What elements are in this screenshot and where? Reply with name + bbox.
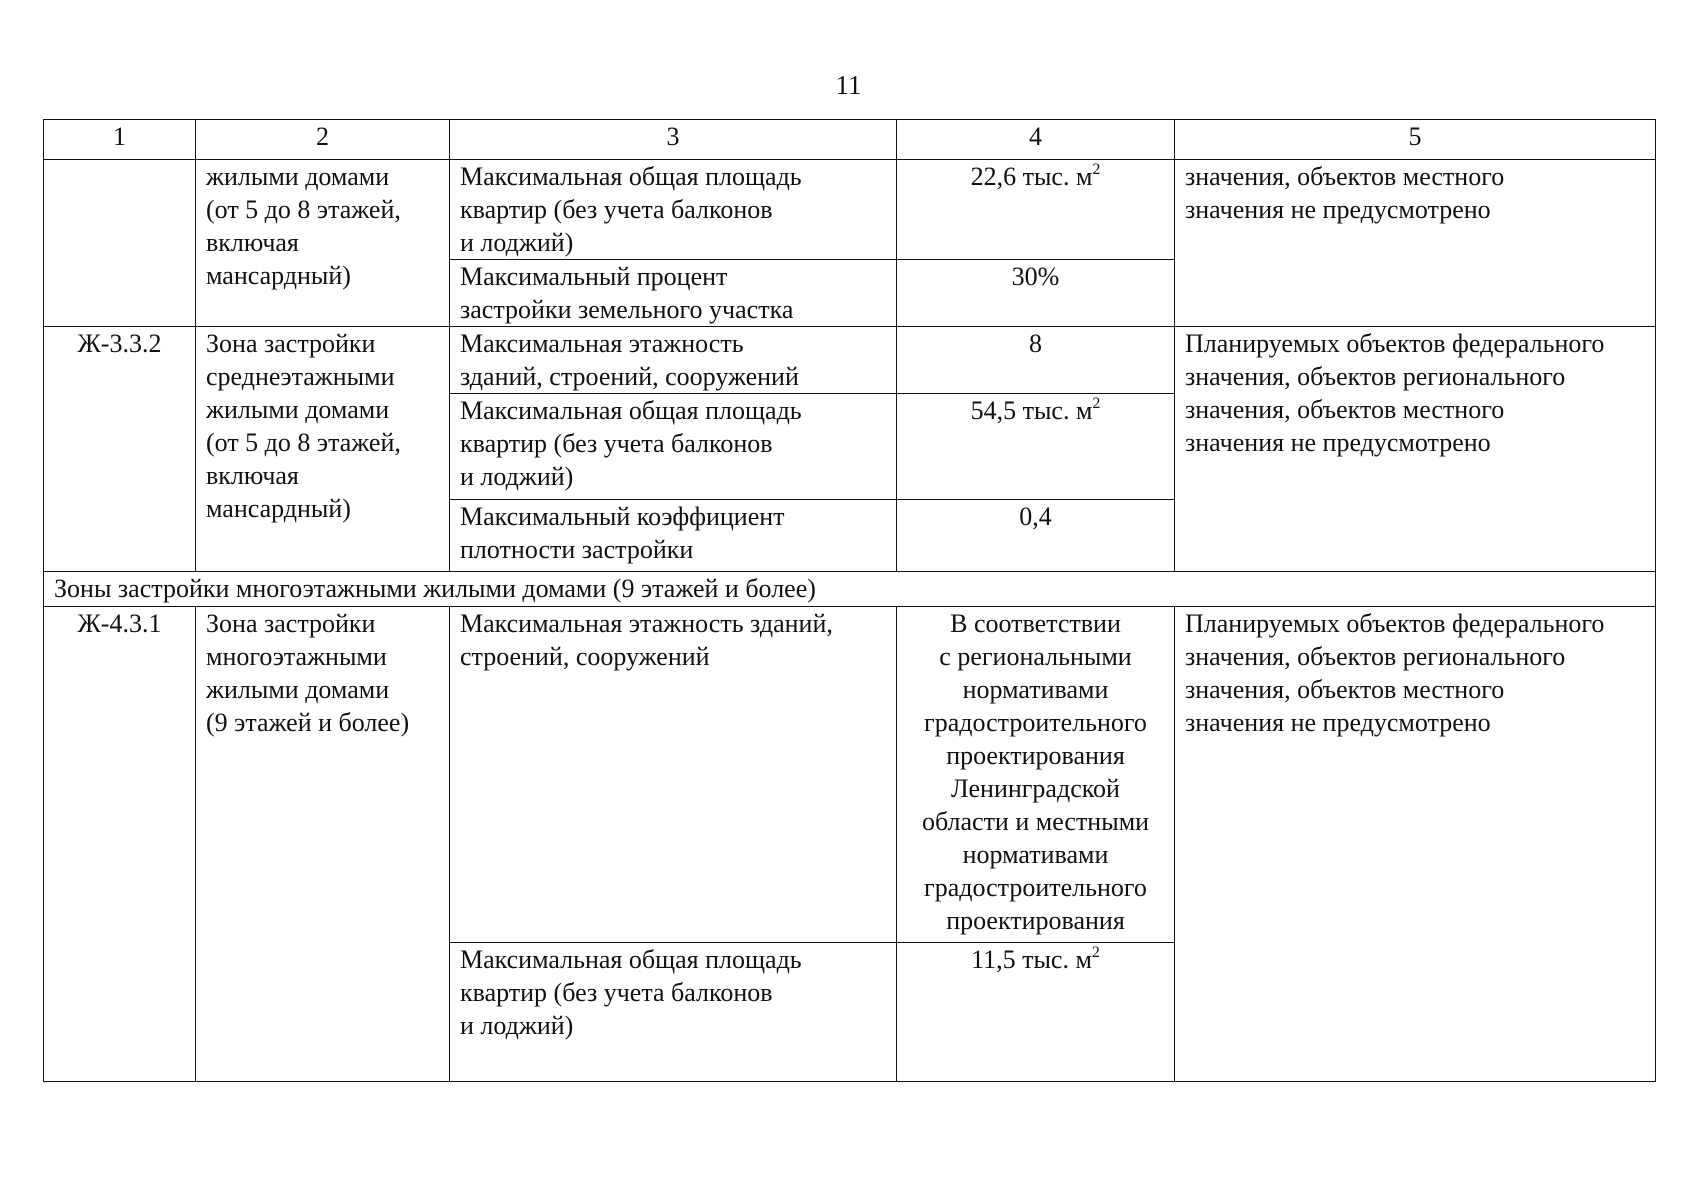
planned-objects-cell: Планируемых объектов федерального значения, объектов регионального значения, объектов местного значения не предусмотрено — [1175, 607, 1656, 1082]
table-row — [44, 327, 1656, 394]
table-row — [44, 607, 1656, 943]
parameter-value-cell: 8 — [897, 327, 1175, 394]
section-title: Зоны застройки многоэтажными жилыми домами (9 этажей и более) — [44, 572, 1656, 607]
parameter-value-cell: В соответствии с региональными нормативами градостроительного проектирования Ленинградской области и местными нормативами градостроительного проектирования — [897, 607, 1175, 943]
parameter-value-cell: 22,6 тыс. $м^2$ — [897, 160, 1175, 260]
zone-code-cell — [44, 160, 196, 327]
planned-objects-cell: значения, объектов местного значения не предусмотрено — [1175, 160, 1656, 327]
zone-name-cell: жилыми домами (от 5 до 8 этажей, включая мансардный) — [196, 160, 450, 327]
parameter-name-cell: Максимальная этажность зданий, строений, сооружений — [450, 327, 897, 394]
zone-name-cell: Зона застройки многоэтажными жилыми домами (9 этажей и более) — [196, 607, 450, 1082]
parameter-name-cell: Максимальная общая площадь квартир (без учета балконов и лоджий) — [450, 394, 897, 500]
parameter-value-cell: 54,5 тыс. $м^2$ — [897, 394, 1175, 500]
header-cell: 3 — [450, 120, 897, 160]
parameter-value-cell: 11,5 тыс. $м^2$ — [897, 943, 1175, 1082]
zone-code-cell: Ж-3.3.2 — [44, 327, 196, 572]
table-header-row — [44, 120, 1656, 160]
header-cell: 5 — [1175, 120, 1656, 160]
header-cell: 1 — [44, 120, 196, 160]
parameter-name-cell: Максимальная общая площадь квартир (без учета балконов и лоджий) — [450, 160, 897, 260]
parameter-value-cell: 0,4 — [897, 500, 1175, 572]
zone-name-cell: Зона застройки среднеэтажными жилыми домами (от 5 до 8 этажей, включая мансардный) — [196, 327, 450, 572]
section-header-row — [44, 572, 1656, 607]
header-cell: 2 — [196, 120, 450, 160]
zoning-parameters-table — [43, 119, 1656, 1082]
parameter-name-cell: Максимальная общая площадь квартир (без учета балконов и лоджий) — [450, 943, 897, 1082]
parameter-name-cell: Максимальный процент застройки земельного участка — [450, 260, 897, 327]
header-cell: 4 — [897, 120, 1175, 160]
planned-objects-cell: Планируемых объектов федерального значения, объектов регионального значения, объектов местного значения не предусмотрено — [1175, 327, 1656, 572]
parameter-name-cell: Максимальная этажность зданий, строений, сооружений — [450, 607, 897, 943]
table-row — [44, 160, 1656, 260]
page-number: 11 — [835, 70, 862, 100]
zone-code-cell: Ж-4.3.1 — [44, 607, 196, 1082]
parameter-value-cell: 30% — [897, 260, 1175, 327]
parameter-name-cell: Максимальный коэффициент плотности застройки — [450, 500, 897, 572]
